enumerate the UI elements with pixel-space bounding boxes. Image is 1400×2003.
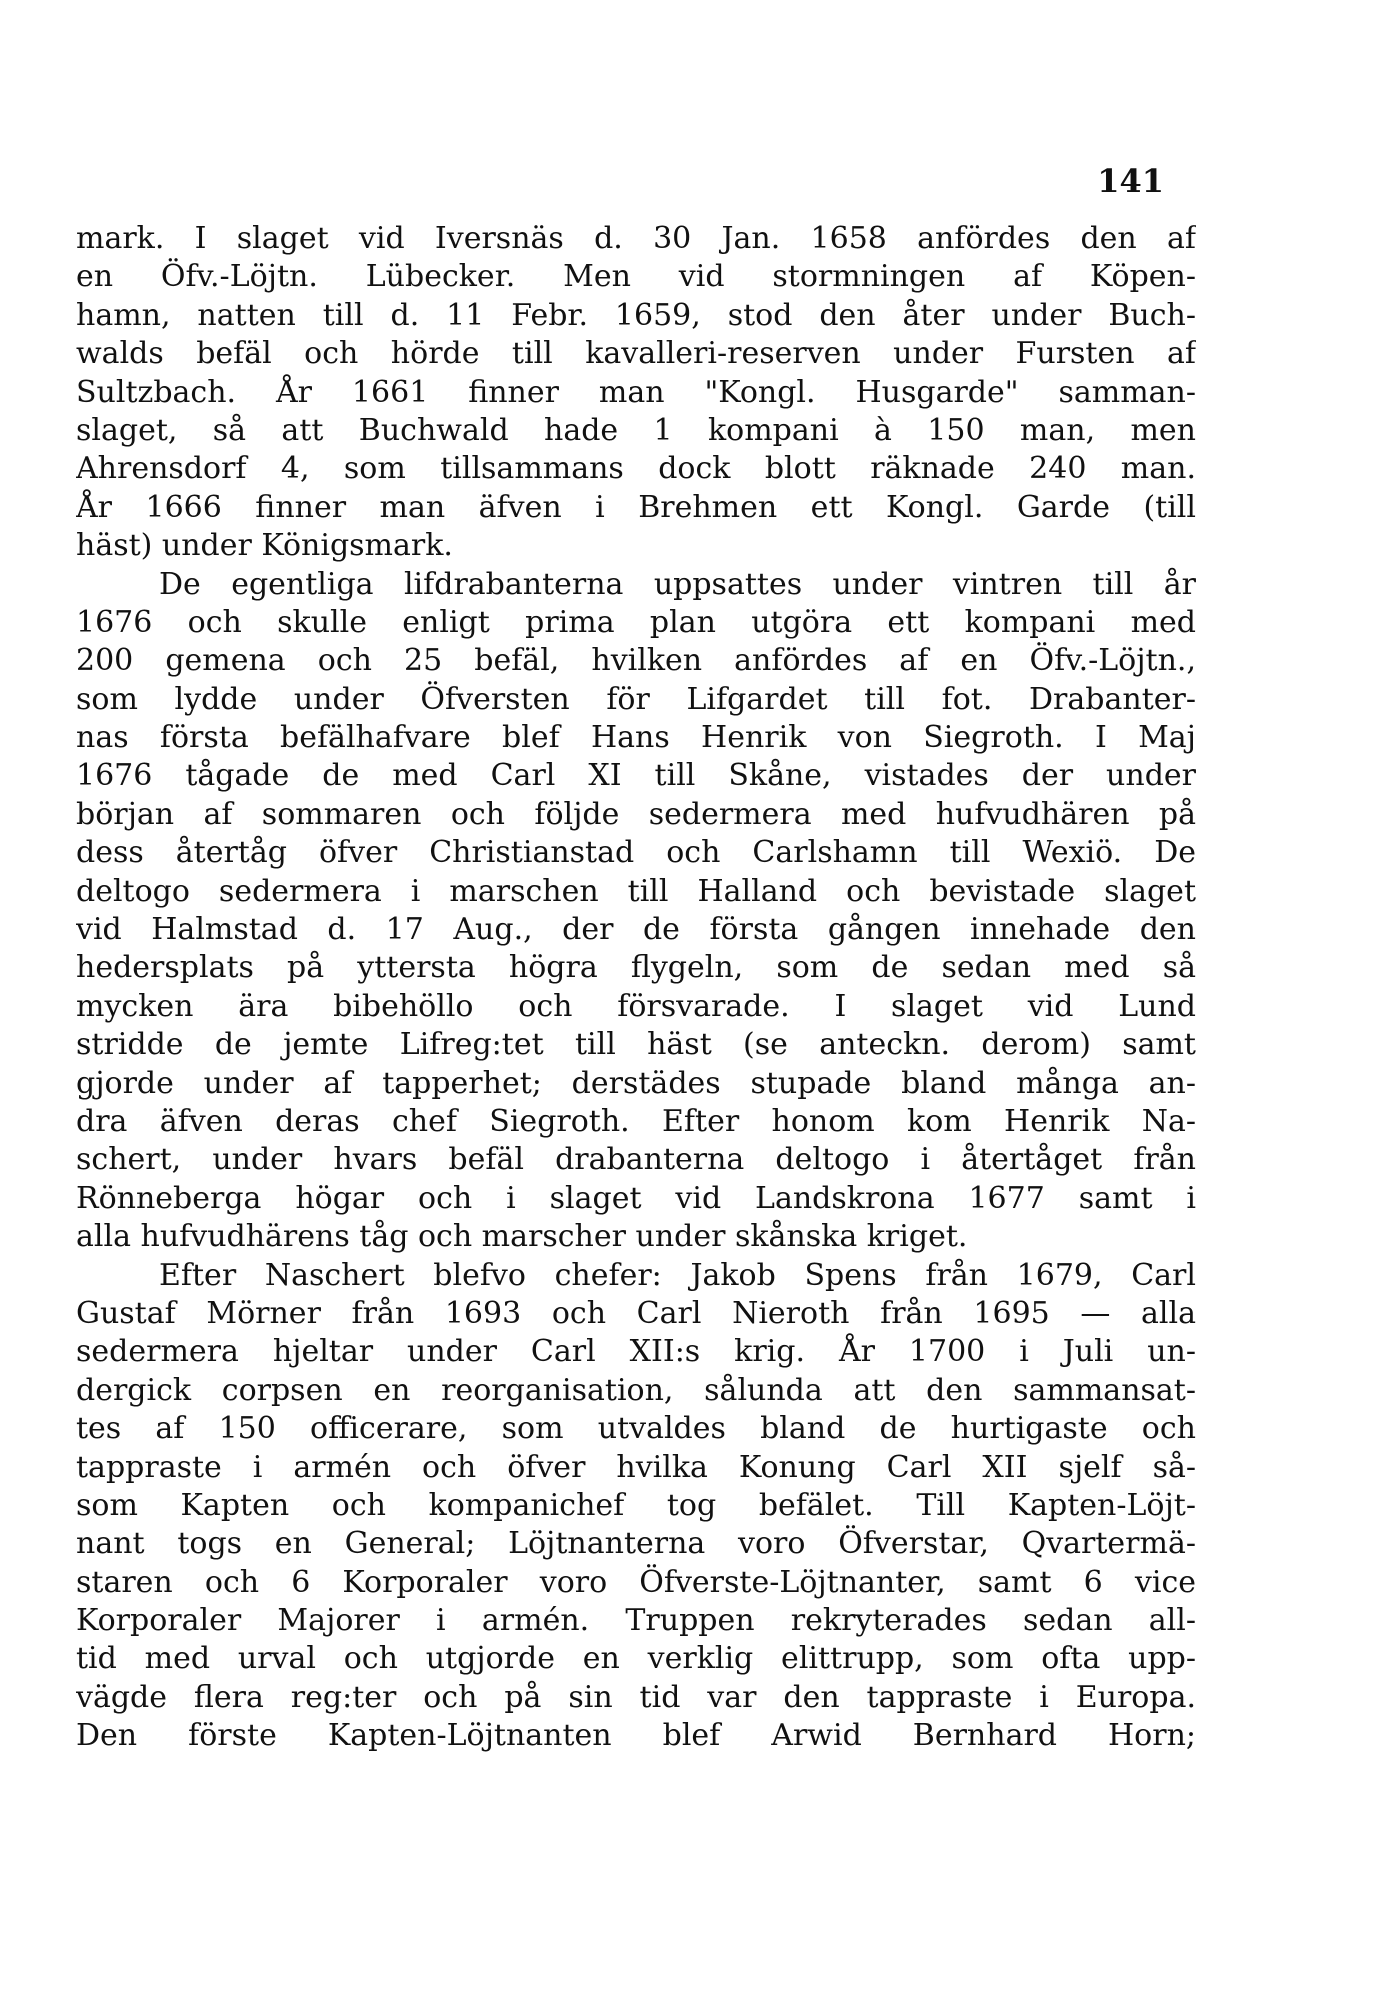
text-line: Ahrensdorf 4, som tillsammans dock blott räknade 240 man. bbox=[76, 451, 1196, 487]
text-line: Korporaler Majorer i armén. Truppen rekryterades sedan all- bbox=[76, 1603, 1196, 1639]
text-line: en Öfv.-Löjtn. Lübecker. Men vid stormningen af Köpen- bbox=[76, 259, 1196, 295]
text-line: schert, under hvars befäl drabanterna deltogo i återtåget från bbox=[76, 1142, 1196, 1178]
page-number: 141 bbox=[1097, 162, 1164, 200]
text-line: mark. I slaget vid Iversnäs d. 30 Jan. 1658 anfördes den af bbox=[76, 221, 1196, 256]
text-line: som lydde under Öfversten för Lifgardet till fot. Drabanter- bbox=[76, 681, 1196, 717]
text-line: häst) under Königsmark. bbox=[76, 528, 453, 564]
text-line: deltogo sedermera i marschen till Halland och bevistade slaget bbox=[76, 873, 1196, 909]
text-line: som Kapten och kompanichef tog befälet. Till Kapten-Löjt- bbox=[76, 1487, 1196, 1523]
text-line: tid med urval och utgjorde en verklig elittrupp, som ofta upp- bbox=[76, 1641, 1196, 1677]
text-line: dess återtåg öfver Christianstad och Carlshamn till Wexiö. De bbox=[76, 835, 1196, 871]
text-line: nant togs en General; Löjtnanterna voro Öfverstar, Qvartermä- bbox=[76, 1526, 1196, 1562]
text-line: hedersplats på yttersta högra flygeln, som de sedan med så bbox=[76, 950, 1196, 986]
text-line: vägde flera reg:ter och på sin tid var den tappraste i Europa. bbox=[76, 1679, 1196, 1715]
text-line: 200 gemena och 25 befäl, hvilken anfördes af en Öfv.-Löjtn., bbox=[76, 643, 1196, 679]
text-line: vid Halmstad d. 17 Aug., der de första gången innehade den bbox=[76, 912, 1196, 948]
text-line: År 1666 finner man äfven i Brehmen ett Kongl. Garde (till bbox=[76, 489, 1196, 525]
text-line: staren och 6 Korporaler voro Öfverste-Löjtnanter, samt 6 vice bbox=[76, 1564, 1196, 1600]
text-line: 1676 och skulle enligt prima plan utgöra ett kompani med bbox=[76, 604, 1196, 640]
text-line: Efter Naschert blefvo chefer: Jakob Spens från 1679, Carl bbox=[159, 1257, 1196, 1293]
text-line: Den förste Kapten-Löjtnanten blef Arwid Bernhard Horn; bbox=[76, 1718, 1196, 1754]
text-line: tes af 150 officerare, som utvaldes bland de hurtigaste och bbox=[76, 1411, 1196, 1447]
text-line: Sultzbach. År 1661 finner man "Kongl. Husgarde" samman- bbox=[76, 374, 1196, 410]
text-line: 1676 tågade de med Carl XI till Skåne, vistades der under bbox=[76, 758, 1196, 794]
text-line: Rönneberga högar och i slaget vid Landskrona 1677 samt i bbox=[76, 1180, 1196, 1216]
text-line: mycken ära bibehöllo och försvarade. I slaget vid Lund bbox=[76, 988, 1196, 1024]
text-line: dergick corpsen en reorganisation, sålunda att den sammansat- bbox=[76, 1372, 1196, 1408]
text-line: tappraste i armén och öfver hvilka Konung Carl XII sjelf så- bbox=[76, 1449, 1196, 1485]
text-line: gjorde under af tapperhet; derstädes stupade bland många an- bbox=[76, 1065, 1196, 1101]
text-line: walds befäl och hörde till kavalleri-reserven under Fursten af bbox=[76, 336, 1196, 372]
text-line: stridde de jemte Lifreg:tet till häst (se anteckn. derom) samt bbox=[76, 1027, 1196, 1063]
text-line: De egentliga lifdrabanterna uppsattes under vintren till år bbox=[159, 566, 1196, 602]
body-text bbox=[76, 220, 1196, 1756]
text-line: hamn, natten till d. 11 Febr. 1659, stod den åter under Buch- bbox=[76, 297, 1196, 333]
text-line: början af sommaren och följde sedermera med hufvudhären på bbox=[76, 796, 1196, 832]
text-line: nas första befälhafvare blef Hans Henrik von Siegroth. I Maj bbox=[76, 720, 1196, 756]
text-line: alla hufvudhärens tåg och marscher under skånska kriget. bbox=[76, 1219, 968, 1255]
text-line: slaget, så att Buchwald hade 1 kompani à 150 man, men bbox=[76, 412, 1196, 448]
text-line: dra äfven deras chef Siegroth. Efter honom kom Henrik Na- bbox=[76, 1103, 1196, 1139]
text-line: Gustaf Mörner från 1693 och Carl Nieroth från 1695 — alla bbox=[76, 1295, 1196, 1331]
text-line: sedermera hjeltar under Carl XII:s krig. År 1700 i Juli un- bbox=[76, 1334, 1196, 1370]
